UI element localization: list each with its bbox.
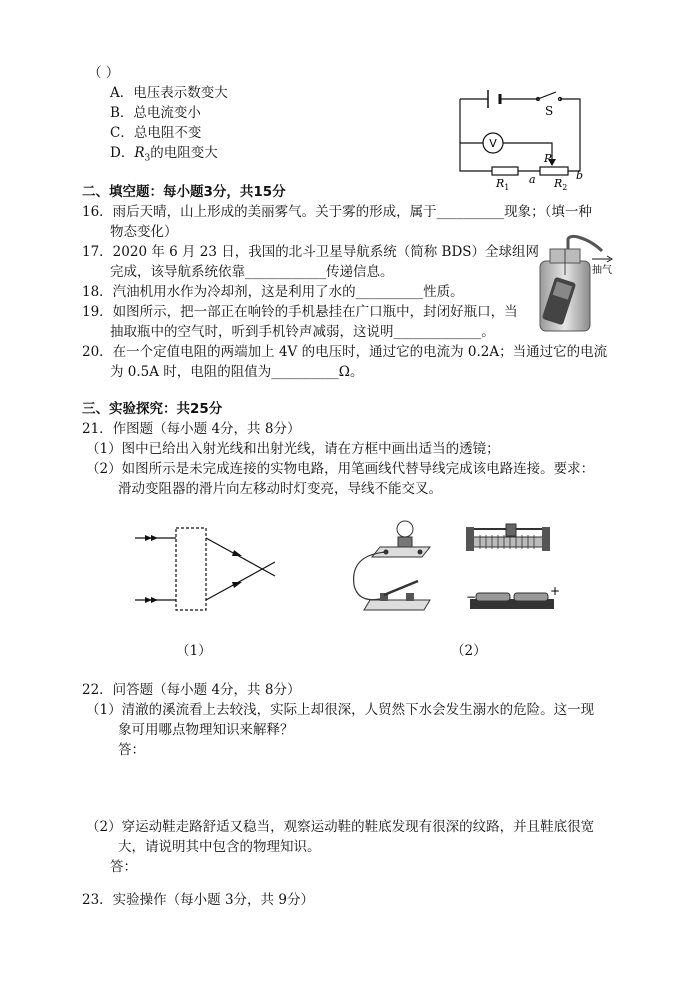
q22-part2-line1: （2）穿运动鞋走路舒适又稳当，观察运动鞋的鞋底发现有很深的纹路，并且鞋底很宽 [86, 819, 595, 835]
answer-label-1: 答： [118, 742, 145, 758]
q22-part2-line2: 大，请说明其中包含的物理知识。 [118, 839, 321, 855]
q17-line1: 17．2020 年 6 月 23 日，我国的北斗卫星导航系统（简称 BDS）全球组网 [82, 244, 540, 260]
q22-part1-line2: 象可用哪点物理知识来解释？ [118, 722, 294, 738]
r1-label: $R_1$ [496, 177, 510, 192]
r2-label: $R_2$ [554, 177, 568, 192]
pump-label: 抽气 [592, 265, 612, 276]
option-d: D．$R_3$的电阻变大 [110, 145, 218, 164]
q21-part2-line1: （2）如图所示是未完成连接的实物电路，用笔画线代替导线完成该电路连接。要求： [86, 461, 595, 477]
q22: 22．问答题（每小题 4分，共 8分） [82, 682, 301, 698]
figure-1-caption: （1） [176, 643, 212, 659]
figure-2-caption: （2） [451, 643, 487, 659]
q21: 21．作图题（每小题 4分，共 8分） [82, 421, 301, 437]
option-a: A．电压表示数变大 [110, 85, 228, 101]
q22-part1-line1: （1）清澈的溪流看上去较浅，实际上却很深，人贸然下水会发生溺水的危险。这一现 [86, 702, 595, 718]
q16-line1: 16．雨后天晴，山上形成的美丽雾气。关于雾的形成，属于__________现象；（填一种 [82, 204, 592, 220]
switch-label: S [545, 104, 554, 118]
q16-line2: 物态变化） [110, 224, 178, 240]
circuit-diagram [450, 85, 600, 190]
voltmeter-label: V [489, 137, 497, 150]
svg-text:P: P [544, 152, 552, 165]
battery-minus: − [466, 590, 477, 604]
q18: 18．汽油机用水作为冷却剂，这是利用了水的__________性质。 [82, 284, 464, 300]
answer-label-2: 答： [110, 859, 137, 875]
q21-part1: （1）图中已给出入射光线和出射光线，请在方框中画出适当的透镜； [86, 441, 500, 457]
option-c: C．总电阻不变 [110, 125, 202, 141]
jar-phone-illustration [530, 235, 620, 335]
answer-bracket: （ ） [88, 65, 120, 81]
lens-ray-diagram [130, 520, 290, 620]
section-title-experiment: 三、实验探究：共25分 [82, 401, 223, 417]
battery-plus: + [550, 584, 561, 598]
q23: 23．实验操作（每小题 3分，共 9分） [82, 892, 314, 908]
q19-line1: 19．如图所示，把一部正在响铃的手机悬挂在广口瓶中，封闭好瓶口，当 [82, 304, 518, 320]
section-title-fill: 二、填空题：每小题3分，共15分 [82, 184, 286, 200]
q20-line2: 为 0.5A 时，电阻的阻值为__________Ω。 [110, 364, 364, 380]
svg-text:b: b [576, 169, 584, 182]
svg-text:a: a [529, 173, 536, 186]
option-b: B．总电流变小 [110, 105, 201, 121]
q19-line2: 抽取瓶中的空气时，听到手机铃声减弱，这说明_____________。 [110, 324, 495, 340]
q21-part2-line2: 滑动变阻器的滑片向左移动时灯变亮，导线不能交叉。 [118, 481, 442, 497]
physical-circuit [340, 515, 570, 620]
q17-line2: 完成，该导航系统依靠____________传递信息。 [110, 264, 394, 280]
q20-line1: 20．在一个定值电阻的两端加上 4V 的电压时，通过它的电流为 0.2A；当通过它的电流 [82, 344, 608, 360]
